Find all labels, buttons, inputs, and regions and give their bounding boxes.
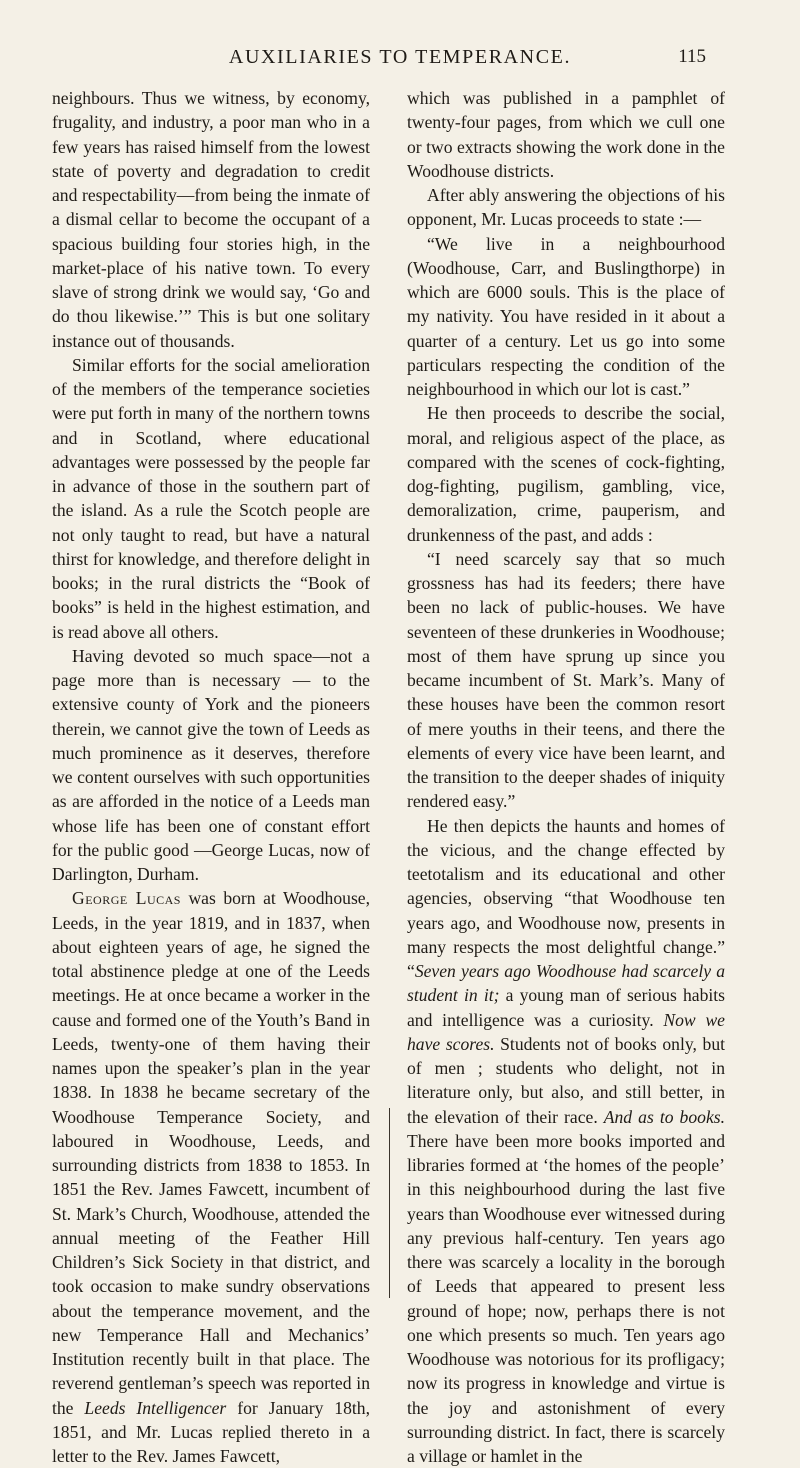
left-column — [52, 86, 370, 1468]
running-head: AUXILIARIES TO TEMPERANCE. — [0, 46, 800, 69]
quote-paragraph: “We live in a neighbourhood (Woodhouse, Carr, and Buslingthorpe) in which are 6000 souls. This is the place of my nativity. You have resided in it about a quarter of a century. Let us go into some particulars respecting the condition of the neighbourhood in which our lot is cast.” — [407, 232, 725, 402]
paragraph: He then proceeds to describe the social, moral, and religious aspect of the place, as compared with the scenes of cock-fighting, dog-fighting, pugilism, gambling, vice, demoralization, crime, pauperism, and drunkenness of the past, and adds : — [407, 401, 725, 547]
right-column — [407, 86, 725, 1468]
quote-paragraph: “I need scarcely say that so much grossness has had its feeders; there have been no lack of public-houses. We have seventeen of these drunkeries in Woodhouse; most of them have sprung up since you became incumbent of St. Mark’s. Many of these houses have been the common resort of mere youths in their teens, and there the elements of every vice have been learnt, and the transition to the deeper shades of iniquity rendered easy.” — [407, 547, 725, 814]
paragraph: neighbours. Thus we witness, by economy, frugality, and industry, a poor man who in a few years has raised himself from the lowest state of poverty and degradation to credit and respectability—from being the inmate of a dismal cellar to become the occupant of a spacious building four stories high, in the market-place of his native town. To every slave of strong drink we would say, ‘Go and do thou likewise.’” This is but one solitary instance out of thousands. — [52, 86, 370, 353]
paragraph: After ably answering the objections of his opponent, Mr. Lucas proceeds to state :— — [407, 183, 725, 232]
paragraph-text: for January 18th, 1851, and Mr. Lucas replied thereto in a letter to the Rev. James Fawcett, — [52, 1398, 370, 1467]
paragraph: Having devoted so much space—not a page more than is necessary — to the extensive county of York and the pioneers therein, we cannot give the town of Leeds as much prominence as it deserves, therefore we content ourselves with such opportunities as are afforded in the notice of a Leeds man whose life has been one of constant effort for the public good —George Lucas, now of Darlington, Durham. — [52, 644, 370, 887]
paragraph-text: was born at Woodhouse, Leeds, in the year 1819, and in 1837, when about eighteen years of age, he signed the total abstinence pledge at one of the Leeds meetings. He at once became a worker in the cause and formed one of the Youth’s Band in Leeds, twenty-one of them having their names upon the speaker’s plan in the year 1838. In 1838 he became secretary of the Woodhouse Temperance Society, and laboured in Woodhouse, Leeds, and surrounding districts from 1838 to 1853. In 1851 the Rev. James Fawcett, incumbent of St. Mark’s Church, Woodhouse, attended the annual meeting of the Feather Hill Children’s Sick Society in that district, and took occasion to make sundry observations about the temperance movement, and the new Temperance Hall and Mechanics’ Institution recently built in that place. The reverend gentleman’s speech was reported in the — [52, 888, 370, 1417]
paragraph: which was published in a pamphlet of twenty-four pages, from which we cull one or two extracts showing the work done in the Woodhouse districts. — [407, 86, 725, 183]
column-divider — [389, 1108, 390, 1298]
italic-text: And as to books. — [604, 1107, 725, 1127]
paragraph-text: He then depicts the haunts and homes of the vicious, and the change effected by teetotalism and its educational and other agencies, observing “that Woodhouse ten years ago, and Woodhouse now, presents in many respects the most delightful change.” “ — [407, 816, 725, 982]
newspaper-title: Leeds Intelligencer — [84, 1398, 226, 1418]
paragraph: Similar efforts for the social amelioration of the members of the temperance societies were put forth in many of the northern towns and in Scotland, where educational advantages were possessed by the people far in advance of those in the southern part of the island. As a rule the Scotch people are not only taught to read, but have a natural thirst for knowledge, and therefore delight in books; in the rural districts the “Book of books” is held in the highest estimation, and is read above all others. — [52, 353, 370, 644]
paragraph-text: There have been more books imported and libraries formed at ‘the homes of the people’ in this neighbourhood during the last five years than Woodhouse ever witnessed during any previous half-century. Ten years ago there was scarcely a locality in the borough of Leeds that appeared to present less ground of hope; now, perhaps there is not one which presents so much. Ten years ago Woodhouse was notorious for its profligacy; now its progress in knowledge and virtue is the joy and astonishment of every surrounding district. In fact, there is scarcely a village or hamlet in the — [407, 1131, 725, 1466]
paragraph-text: Students not of books only, but of men ; students who delight, not in literature only, but also, and still better, in the elevation of their race. — [407, 1034, 725, 1127]
italic-text: Now we have scores. — [407, 1010, 725, 1054]
person-name: George Lucas — [72, 888, 181, 908]
paragraph — [52, 886, 370, 1468]
page-number: 115 — [678, 46, 706, 68]
paragraph — [407, 814, 725, 1468]
page-header — [0, 46, 800, 76]
paragraph-text: a young man of serious habits and intelligence was a curiosity. — [407, 985, 725, 1029]
italic-text: Seven years ago Woodhouse had scarcely a student in it; — [407, 961, 725, 1005]
